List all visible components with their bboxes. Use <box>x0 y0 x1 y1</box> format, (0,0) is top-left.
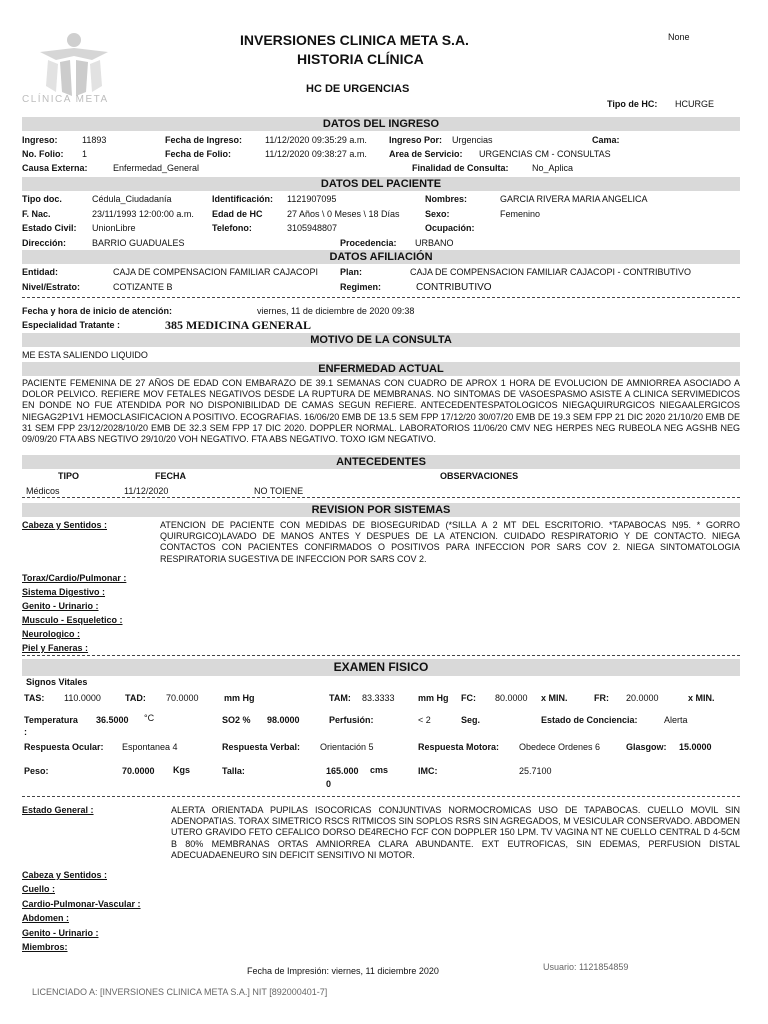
tipo-doc-value: Cédula_Ciudadanía <box>92 194 172 204</box>
folio-value: 1 <box>82 149 88 159</box>
so2-label: SO2 % <box>222 715 251 725</box>
temperatura-unit: °C <box>144 713 155 723</box>
fecha-ingreso-value: 11/12/2020 09:35:29 a.m. <box>265 135 367 145</box>
conciencia-label: Estado de Conciencia: <box>541 715 638 725</box>
revision-piel-label: Piel y Faneras : <box>22 643 89 653</box>
motora-value: Obedece Ordenes 6 <box>519 742 601 752</box>
talla-extra: 0 <box>326 779 332 789</box>
antecedentes-row-obs: NO TOIENE <box>254 486 304 496</box>
plan-value: CAJA DE COMPENSACION FAMILIAR CAJACOPI - CONTRIBUTIVO <box>410 267 692 277</box>
fecha-impresion: Fecha de Impresión: viernes, 11 diciembre 2020 <box>247 966 439 976</box>
revision-genito-label: Genito - Urinario : <box>22 601 99 611</box>
tam-unit: mm Hg <box>418 693 449 703</box>
causa-externa-label: Causa Externa: <box>22 163 88 173</box>
fc-unit: x MIN. <box>541 693 568 703</box>
glasgow-label: Glasgow: <box>626 742 667 752</box>
peso-unit: Kgs <box>173 765 191 775</box>
section-enfermedad: ENFERMEDAD ACTUAL <box>22 362 740 376</box>
tad-value: 70.0000 <box>166 693 199 703</box>
sexo-label: Sexo: <box>425 209 450 219</box>
ocular-label: Respuesta Ocular: <box>24 742 104 752</box>
tipo-hc-value: HCURGE <box>675 99 715 109</box>
examen-miembros-label: Miembros: <box>22 942 68 952</box>
edad-value: 27 Años \ 0 Meses \ 18 Días <box>287 209 400 219</box>
talla-label: Talla: <box>222 766 245 776</box>
fr-value: 20.0000 <box>626 693 659 703</box>
section-motivo: MOTIVO DE LA CONSULTA <box>22 333 740 347</box>
ocupacion-label: Ocupación: <box>425 223 475 233</box>
conciencia-value: Alerta <box>664 715 688 725</box>
imc-value: 25.7100 <box>519 766 552 776</box>
examen-cardio-label: Cardio-Pulmonar-Vascular : <box>22 899 141 909</box>
imc-label: IMC: <box>418 766 438 776</box>
revision-neurologico-label: Neurologico : <box>22 629 80 639</box>
revision-cabeza-text: ATENCION DE PACIENTE CON MEDIDAS DE BIOSEGURIDAD (*SILLA A 2 MT DEL ESCRITORIO. *TAPABOCAS N95. * GORRO QUIRURGICO)LAVADO DE MANOS ANTES Y DESPUES DE LA ATENCION. CUIDADO RESPIRATORIO Y DE CONTACTO. NIEGA CONTACTOS CON PACIENTES CONFIRMADOS O POSITIVOS PARA INFECCION POR SARS COV 2. NIEGA SINTOMATOLOGIA RESPIRATORIA SUGESTIVA DE INFECCION POR SARS COV 2. <box>160 520 740 564</box>
regimen-label: Regimen: <box>340 282 382 292</box>
antecedentes-row-tipo: Médicos <box>26 486 60 496</box>
procedencia-value: URBANO <box>415 238 454 248</box>
fecha-ingreso-label: Fecha de Ingreso: <box>165 135 243 145</box>
nivel-label: Nivel/Estrato: <box>22 282 81 292</box>
revision-digestivo-label: Sistema Digestivo : <box>22 587 106 597</box>
tad-unit: mm Hg <box>224 693 255 703</box>
sexo-value: Femenino <box>500 209 541 219</box>
signos-vitales-label: Signos Vitales <box>26 677 88 687</box>
folio-label: No. Folio: <box>22 149 64 159</box>
examen-abdomen-label: Abdomen : <box>22 913 69 923</box>
fc-value: 80.0000 <box>495 693 528 703</box>
fecha-atencion-value: viernes, 11 de diciembre de 2020 09:38 <box>257 306 415 316</box>
regimen-value: CONTRIBUTIVO <box>416 282 492 293</box>
tad-label: TAD: <box>125 693 146 703</box>
especialidad-value: 385 MEDICINA GENERAL <box>165 318 312 332</box>
estado-general-label: Estado General : <box>22 805 94 815</box>
revision-torax-label: Torax/Cardio/Pulmonar : <box>22 573 127 583</box>
tam-label: TAM: <box>329 693 351 703</box>
nivel-value: COTIZANTE B <box>113 282 173 292</box>
antecedentes-col-obs: OBSERVACIONES <box>440 471 519 481</box>
fecha-folio-label: Fecha de Folio: <box>165 149 232 159</box>
direccion-value: BARRIO GUADUALES <box>92 238 185 248</box>
nombres-label: Nombres: <box>425 194 468 204</box>
glasgow-value: 15.0000 <box>679 742 712 752</box>
tipo-doc-label: Tipo doc. <box>22 194 62 204</box>
telefono-value: 3105948807 <box>287 223 338 233</box>
enfermedad-text: PACIENTE FEMENINA DE 27 AÑOS DE EDAD CON EMBARAZO DE 39.1 SEMANAS CON CUADRO DE APROX 1 HORA DE EVOLUCION DE AMNIORREA ASOCIADO A DOLOR PELVICO. REFIERE MOV FETALES NEGATIVOS DESDE LA RUPTURA DE MEMBRANAS. NO SINTOMAS DE VASOESPASMO ASISTE A CLINICA SERVIMEDICOS EN DONDE NO FUE ATENDIDA POR NO DISPONIBILIDAD DE CAMAS SEGUN REFIERE. ANTECEDENTESPATOLOGICOS NIEGAQUIRURGICOS NIEGAALERGICOS NIEGAG2P1V1 HEMOCLASIFICACION A POSITIVO. ECOGRAFIAS. 16/06/20 EMB DE 13.5 SEM FPP 17/12/20 30/07/20 EMB DE 19.3 SEM FPP 21 DIC 2020 21/10/20 EMB DE 31 SEM FPP 23/12/2028/10/20 EMB DE 32.3 SEM FPP 17 DIC 2020. DOPPLER NORMAL. LABORATORIOS 11/06/20 CMV NEG HERPES NEG RUBEOLA NEG AGSHB NEG 09/09/20 FTA ABS NEGTIVO 29/10/20 VOH NEGATIVO. FTA ABS NEGATIVO. TOXO IGM NEGATIVO. <box>22 378 740 445</box>
estado-civil-value: UnionLibre <box>92 223 136 233</box>
perfusion-label: Perfusión: <box>329 715 374 725</box>
section-antecedentes: ANTECEDENTES <box>22 455 740 469</box>
ingreso-value: 11893 <box>82 135 107 145</box>
section-revision: REVISION POR SISTEMAS <box>22 503 740 517</box>
estado-civil-label: Estado Civil: <box>22 223 77 233</box>
tas-label: TAS: <box>24 693 45 703</box>
ingreso-por-label: Ingreso Por: <box>389 135 443 145</box>
area-servicio-label: Area de Servicio: <box>389 149 463 159</box>
perfusion-value: < 2 <box>418 715 431 725</box>
examen-genito-label: Genito - Urinario : <box>22 928 99 938</box>
examen-cuello-label: Cuello : <box>22 884 55 894</box>
fnac-value: 23/11/1993 12:00:00 a.m. <box>92 209 194 219</box>
peso-label: Peso: <box>24 766 49 776</box>
revision-musculo-label: Musculo - Esqueletico : <box>22 615 123 625</box>
verbal-value: Orientación 5 <box>320 742 374 752</box>
ocular-value: Espontanea 4 <box>122 742 178 752</box>
ingreso-label: Ingreso: <box>22 135 58 145</box>
revision-cabeza-label: Cabeza y Sentidos : <box>22 520 108 530</box>
cama-label: Cama: <box>592 135 620 145</box>
procedencia-label: Procedencia: <box>340 238 397 248</box>
company-name: INVERSIONES CLINICA META S.A. <box>240 32 469 48</box>
finalidad-label: Finalidad de Consulta: <box>412 163 509 173</box>
divider <box>22 655 740 656</box>
telefono-label: Telefono: <box>212 223 252 233</box>
fnac-label: F. Nac. <box>22 209 51 219</box>
none-label: None <box>668 32 690 42</box>
motivo-text: ME ESTA SALIENDO LIQUIDO <box>22 350 148 360</box>
temperatura-colon: : <box>24 727 27 737</box>
logo-text: CLÍNICA META <box>22 94 109 105</box>
especialidad-label: Especialidad Tratante : <box>22 320 121 330</box>
temperatura-value: 36.5000 <box>96 715 129 725</box>
section-paciente: DATOS DEL PACIENTE <box>22 177 740 191</box>
fecha-atencion-label: Fecha y hora de inicio de atención: <box>22 306 173 316</box>
fr-unit: x MIN. <box>688 693 715 703</box>
identificacion-label: Identificación: <box>212 194 274 204</box>
section-afiliacion: DATOS AFILIACIÓN <box>22 250 740 264</box>
peso-value: 70.0000 <box>122 766 155 776</box>
antecedentes-row-fecha: 11/12/2020 <box>124 486 169 496</box>
divider <box>22 796 740 797</box>
tipo-hc-label: Tipo de HC: <box>607 99 658 109</box>
verbal-label: Respuesta Verbal: <box>222 742 301 752</box>
clinica-meta-logo <box>22 30 127 108</box>
perfusion-unit: Seg. <box>461 715 481 725</box>
tam-value: 83.3333 <box>362 693 395 703</box>
document-title: HISTORIA CLÍNICA <box>297 51 424 67</box>
motora-label: Respuesta Motora: <box>418 742 500 752</box>
licencia: LICENCIADO A: [INVERSIONES CLINICA META S.A.] NIT [892000401-7] <box>32 987 328 997</box>
fecha-folio-value: 11/12/2020 09:38:27 a.m. <box>265 149 367 159</box>
finalidad-value: No_Aplica <box>532 163 574 173</box>
section-examen: EXAMEN FISICO <box>22 659 740 676</box>
so2-value: 98.0000 <box>267 715 300 725</box>
talla-value: 165.000 <box>326 766 359 776</box>
divider <box>22 297 740 298</box>
identificacion-value: 1121907095 <box>287 194 337 204</box>
entidad-value: CAJA DE COMPENSACION FAMILIAR CAJACOPI <box>113 267 319 277</box>
direccion-label: Dirección: <box>22 238 67 248</box>
usuario: Usuario: 1121854859 <box>543 962 629 972</box>
antecedentes-col-tipo: TIPO <box>58 471 80 481</box>
talla-unit: cms <box>370 765 389 775</box>
temperatura-label: Temperatura <box>24 715 78 725</box>
fr-label: FR: <box>594 693 609 703</box>
examen-cabeza-label: Cabeza y Sentidos : <box>22 870 108 880</box>
ingreso-por-value: Urgencias <box>452 135 493 145</box>
fc-label: FC: <box>461 693 476 703</box>
entidad-label: Entidad: <box>22 267 58 277</box>
antecedentes-col-fecha: FECHA <box>155 471 186 481</box>
nombres-value: GARCIA RIVERA MARIA ANGELICA <box>500 194 648 204</box>
edad-label: Edad de HC <box>212 209 263 219</box>
tas-value: 110.0000 <box>64 693 101 703</box>
hc-subtitle: HC DE URGENCIAS <box>306 83 410 95</box>
divider <box>22 497 740 498</box>
section-ingreso: DATOS DEL INGRESO <box>22 117 740 131</box>
plan-label: Plan: <box>340 267 363 277</box>
causa-externa-value: Enfermedad_General <box>113 163 200 173</box>
area-servicio-value: URGENCIAS CM - CONSULTAS <box>479 149 611 159</box>
estado-general-text: ALERTA ORIENTADA PUPILAS ISOCORICAS CONJUNTIVAS NORMOCROMICAS USO DE TAPABOCAS. CUELLO MOVIL SIN ADENOPATIAS. TORAX SIMETRICO RSCS RITMICOS SIN SOPLOS RSRS SIN AGREGADOS, M VESICULAR CONSERVADO. ABDOMEN UTERO GRAVIDO FETO CEFALICO DORSO DE4RECHO FCF CON DOPPLER 150 LPM. TV VAGINA NT NE CUELLO CENTRAL D 4-5CM B 80% MEMBRANAS ORTAS AMNIORREA CLARA ABUNDANTE. EXT EUTROFICAS, SIN EDEMAS, PERFUSION DISTAL ADECUADAENEURO SIN DEFICIT SENSITIVO NI MOTOR. <box>171 805 740 860</box>
